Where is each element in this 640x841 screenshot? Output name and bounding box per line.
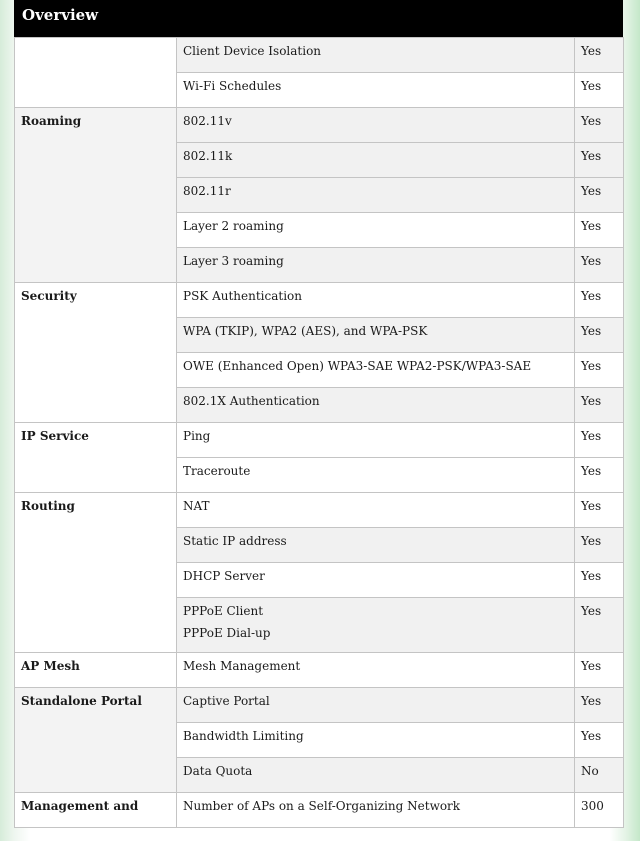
category-cell: Standalone Portal — [15, 688, 177, 793]
feature-line: PPPoE Client — [183, 604, 264, 618]
feature-cell: Layer 3 roaming — [177, 248, 575, 283]
table-row — [15, 423, 624, 458]
feature-line: PPPoE Dial-up — [183, 626, 271, 640]
table-row — [15, 283, 624, 318]
category-cell: AP Mesh — [15, 653, 177, 688]
feature-cell: Number of APs on a Self-Organizing Network — [177, 793, 575, 828]
feature-cell: Mesh Management — [177, 653, 575, 688]
value-cell: Yes — [575, 458, 624, 493]
feature-cell: DHCP Server — [177, 563, 575, 598]
feature-cell: Layer 2 roaming — [177, 213, 575, 248]
feature-cell — [177, 598, 575, 653]
feature-cell: NAT — [177, 493, 575, 528]
table-row — [15, 653, 624, 688]
section-title: Overview — [22, 6, 99, 24]
feature-cell: Bandwidth Limiting — [177, 723, 575, 758]
feature-cell: OWE (Enhanced Open) WPA3-SAE WPA2-PSK/WPA3-SAE — [177, 353, 575, 388]
value-cell: Yes — [575, 143, 624, 178]
value-cell: Yes — [575, 38, 624, 73]
category-cell: Routing — [15, 493, 177, 653]
feature-cell: Static IP address — [177, 528, 575, 563]
feature-cell: Data Quota — [177, 758, 575, 793]
value-cell: Yes — [575, 563, 624, 598]
feature-cell: 802.1X Authentication — [177, 388, 575, 423]
value-cell: Yes — [575, 653, 624, 688]
value-cell: No — [575, 758, 624, 793]
value-cell: Yes — [575, 73, 624, 108]
category-cell — [15, 38, 177, 108]
value-cell: Yes — [575, 723, 624, 758]
value-cell: 300 — [575, 793, 624, 828]
value-cell: Yes — [575, 283, 624, 318]
value-cell: Yes — [575, 423, 624, 458]
value-cell: Yes — [575, 213, 624, 248]
value-cell: Yes — [575, 598, 624, 653]
feature-cell: Ping — [177, 423, 575, 458]
value-cell: Yes — [575, 688, 624, 723]
category-cell: Roaming — [15, 108, 177, 283]
feature-cell: WPA (TKIP), WPA2 (AES), and WPA-PSK — [177, 318, 575, 353]
feature-cell: Wi-Fi Schedules — [177, 73, 575, 108]
spec-table — [14, 37, 624, 828]
value-cell: Yes — [575, 528, 624, 563]
feature-cell: 802.11r — [177, 178, 575, 213]
category-cell: IP Service — [15, 423, 177, 493]
value-cell: Yes — [575, 178, 624, 213]
value-cell: Yes — [575, 388, 624, 423]
table-row — [15, 493, 624, 528]
feature-cell: Captive Portal — [177, 688, 575, 723]
table-row — [15, 688, 624, 723]
value-cell: Yes — [575, 248, 624, 283]
feature-cell: Client Device Isolation — [177, 38, 575, 73]
table-row — [15, 38, 624, 73]
table-row — [15, 108, 624, 143]
value-cell: Yes — [575, 318, 624, 353]
spec-sheet — [14, 0, 623, 841]
feature-cell: 802.11k — [177, 143, 575, 178]
table-row — [15, 793, 624, 828]
category-cell: Management and — [15, 793, 177, 828]
feature-cell: 802.11v — [177, 108, 575, 143]
feature-cell: Traceroute — [177, 458, 575, 493]
value-cell: Yes — [575, 493, 624, 528]
category-cell: Security — [15, 283, 177, 423]
value-cell: Yes — [575, 353, 624, 388]
feature-cell: PSK Authentication — [177, 283, 575, 318]
value-cell: Yes — [575, 108, 624, 143]
section-header — [14, 0, 623, 37]
